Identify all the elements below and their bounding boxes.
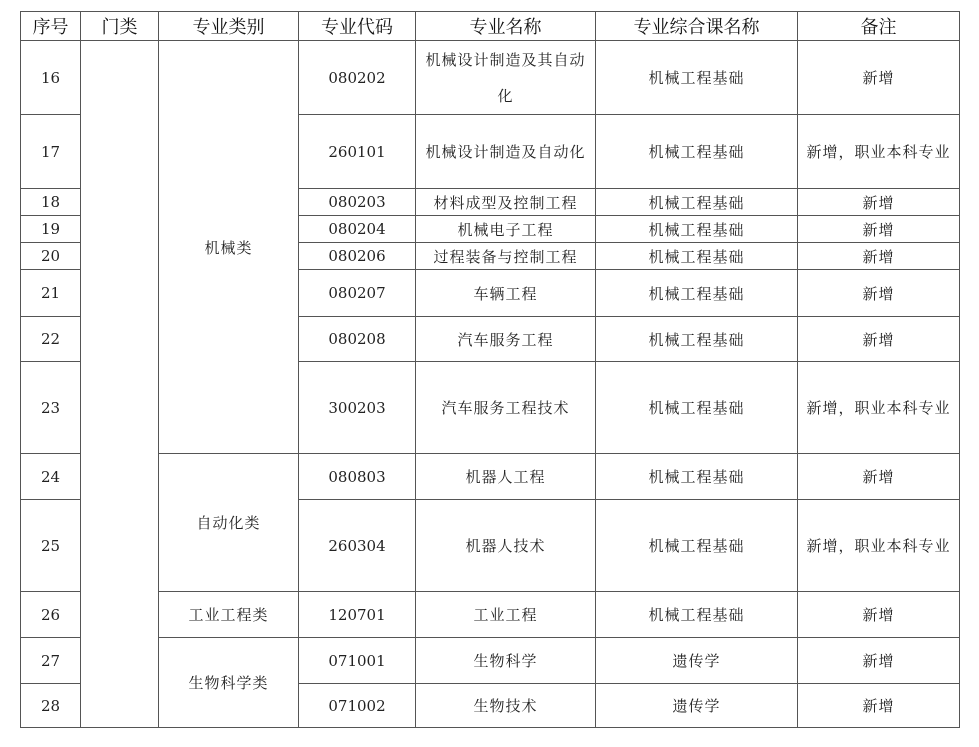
- major-name: 生物技术: [416, 684, 596, 728]
- major-code: 080206: [299, 243, 416, 270]
- major-name: 汽车服务工程技术: [416, 362, 596, 454]
- row-no: 23: [21, 362, 81, 454]
- category-cell: 自动化类: [159, 454, 299, 592]
- course-name: 机械工程基础: [596, 189, 798, 216]
- remark: 新增，职业本科专业: [798, 362, 960, 454]
- table-row: [21, 592, 960, 638]
- major-name: 车辆工程: [416, 270, 596, 317]
- remark: 新增: [798, 684, 960, 728]
- header-row: [21, 12, 960, 41]
- row-no: 26: [21, 592, 81, 638]
- major-name: 材料成型及控制工程: [416, 189, 596, 216]
- remark: 新增: [798, 638, 960, 684]
- major-code: 080208: [299, 317, 416, 362]
- remark: 新增: [798, 216, 960, 243]
- major-name: 工业工程: [416, 592, 596, 638]
- course-name: 机械工程基础: [596, 317, 798, 362]
- major-name: 机器人工程: [416, 454, 596, 500]
- remark: 新增: [798, 270, 960, 317]
- major-code: 260304: [299, 500, 416, 592]
- major-name: 机械设计制造及自动化: [416, 115, 596, 189]
- row-no: 17: [21, 115, 81, 189]
- course-name: 机械工程基础: [596, 454, 798, 500]
- remark: 新增: [798, 317, 960, 362]
- remark: 新增: [798, 592, 960, 638]
- major-code: 080202: [299, 41, 416, 115]
- table-row: [21, 41, 960, 115]
- major-code: 071001: [299, 638, 416, 684]
- row-no: 19: [21, 216, 81, 243]
- remark: 新增: [798, 189, 960, 216]
- course-name: 机械工程基础: [596, 216, 798, 243]
- table-row: [21, 638, 960, 684]
- row-no: 16: [21, 41, 81, 115]
- remark: 新增: [798, 243, 960, 270]
- course-name: 机械工程基础: [596, 115, 798, 189]
- remark: 新增: [798, 454, 960, 500]
- major-code: 120701: [299, 592, 416, 638]
- major-code: 260101: [299, 115, 416, 189]
- major-code: 080803: [299, 454, 416, 500]
- row-no: 22: [21, 317, 81, 362]
- category-cell: 生物科学类: [159, 638, 299, 728]
- course-name: 机械工程基础: [596, 592, 798, 638]
- major-code: 080203: [299, 189, 416, 216]
- header-major-code: 专业代码: [299, 12, 416, 41]
- major-name: 机械电子工程: [416, 216, 596, 243]
- row-no: 21: [21, 270, 81, 317]
- course-name: 遗传学: [596, 638, 798, 684]
- major-code: 071002: [299, 684, 416, 728]
- major-name: 过程装备与控制工程: [416, 243, 596, 270]
- remark: 新增，职业本科专业: [798, 115, 960, 189]
- row-no: 24: [21, 454, 81, 500]
- row-no: 18: [21, 189, 81, 216]
- major-name: 机器人技术: [416, 500, 596, 592]
- course-name: 机械工程基础: [596, 362, 798, 454]
- category-cell: 机械类: [159, 41, 299, 454]
- row-no: 25: [21, 500, 81, 592]
- header-door-category: 门类: [81, 12, 159, 41]
- major-code: 080207: [299, 270, 416, 317]
- major-name: 生物科学: [416, 638, 596, 684]
- course-name: 机械工程基础: [596, 41, 798, 115]
- major-name: 汽车服务工程: [416, 317, 596, 362]
- major-name: 机械设计制造及其自动化: [416, 41, 596, 115]
- door-category-cell: [81, 41, 159, 728]
- header-no: 序号: [21, 12, 81, 41]
- header-major-name: 专业名称: [416, 12, 596, 41]
- category-cell: 工业工程类: [159, 592, 299, 638]
- remark: 新增，职业本科专业: [798, 500, 960, 592]
- major-code: 080204: [299, 216, 416, 243]
- header-remark: 备注: [798, 12, 960, 41]
- header-course-name: 专业综合课名称: [596, 12, 798, 41]
- majors-table: [20, 11, 960, 728]
- course-name: 机械工程基础: [596, 500, 798, 592]
- major-code: 300203: [299, 362, 416, 454]
- header-major-category: 专业类别: [159, 12, 299, 41]
- course-name: 遗传学: [596, 684, 798, 728]
- course-name: 机械工程基础: [596, 243, 798, 270]
- row-no: 27: [21, 638, 81, 684]
- remark: 新增: [798, 41, 960, 115]
- row-no: 28: [21, 684, 81, 728]
- row-no: 20: [21, 243, 81, 270]
- table-row: [21, 454, 960, 500]
- course-name: 机械工程基础: [596, 270, 798, 317]
